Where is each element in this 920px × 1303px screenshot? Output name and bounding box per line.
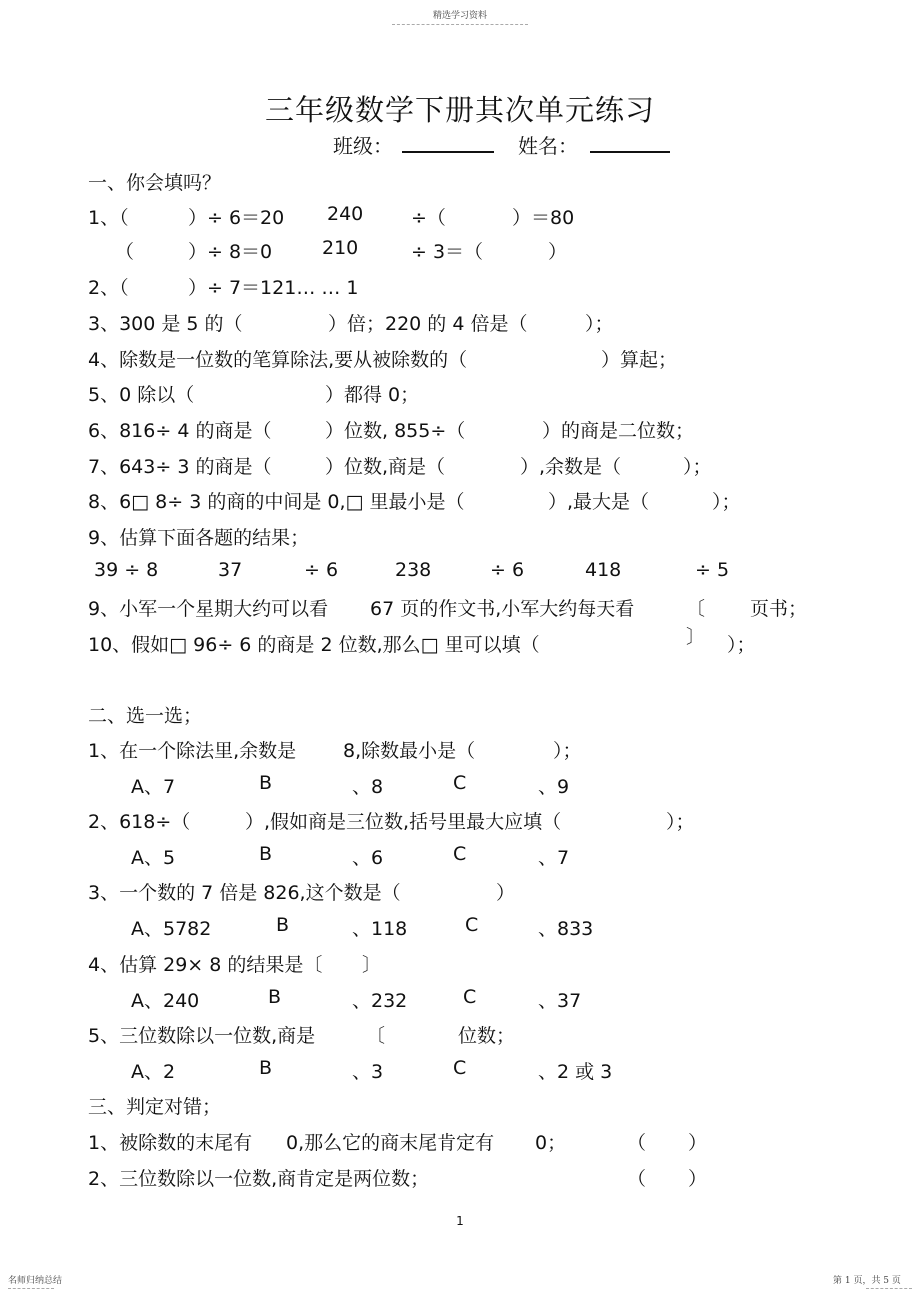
- text: ）位数,商是（: [325, 456, 446, 478]
- text: 位数；: [458, 1025, 516, 1047]
- name-label: 姓名：: [518, 134, 578, 158]
- text: 4、除数是一位数的笔算除法,要从被除数的（: [88, 349, 468, 371]
- page-number: 1: [456, 1214, 464, 1228]
- text: 2、618÷（: [88, 811, 191, 833]
- text: 240: [327, 203, 364, 225]
- footer-page-count: 第 1 页，共 5 页: [833, 1276, 901, 1286]
- text: ）；: [683, 456, 712, 478]
- text: ）÷ 7＝121… … 1: [188, 277, 359, 299]
- text: 8、6□ 8÷ 3 的商的中间是 0,□ 里最小是（: [88, 491, 465, 513]
- text: 10、假如□ 96÷ 6 的商是 2 位数,那么□ 里可以填（: [88, 634, 540, 656]
- option-c[interactable]: 、2 或 3: [538, 1061, 613, 1083]
- text: ÷（: [411, 207, 446, 229]
- option-b[interactable]: 、8: [352, 776, 384, 798]
- text: 210: [322, 237, 359, 259]
- option-c-letter[interactable]: C: [453, 843, 467, 865]
- text: 2、（: [88, 277, 129, 299]
- text: 0；: [535, 1132, 567, 1154]
- text: ）,最大是（: [548, 491, 650, 513]
- text: ）；: [727, 634, 756, 656]
- option-b[interactable]: 、118: [352, 918, 408, 940]
- option-b-letter[interactable]: B: [268, 986, 282, 1008]
- text: 418: [585, 559, 622, 581]
- footer-left-divider: [8, 1288, 54, 1289]
- text: ）都得 0；: [325, 384, 420, 406]
- answer-bracket-open[interactable]: （: [627, 1168, 647, 1190]
- option-c[interactable]: 、9: [538, 776, 570, 798]
- option-a[interactable]: A、5782: [131, 918, 212, 940]
- text: 〕: [686, 626, 706, 648]
- text: ）÷ 6＝20: [188, 207, 285, 229]
- text: ）；: [712, 491, 741, 513]
- text: 9、小军一个星期大约可以看: [88, 598, 329, 620]
- text: ）算起；: [601, 349, 678, 371]
- text: ÷ 5: [695, 559, 730, 581]
- option-b-letter[interactable]: B: [259, 772, 273, 794]
- text: ）＝80: [512, 207, 575, 229]
- text: ）÷ 8＝0: [188, 241, 273, 263]
- text: ）,假如商是三位数,括号里最大应填（: [245, 811, 562, 833]
- answer-bracket-close[interactable]: ）: [688, 1168, 708, 1190]
- text: ）的商是二位数；: [542, 420, 695, 442]
- page-title: 三年级数学下册其次单元练习: [264, 93, 655, 127]
- name-blank[interactable]: [590, 151, 670, 153]
- text: 2、三位数除以一位数,商肯定是两位数；: [88, 1168, 430, 1190]
- text: ÷ 6: [304, 559, 339, 581]
- text: 5、0 除以（: [88, 384, 195, 406]
- option-c-letter[interactable]: C: [465, 914, 479, 936]
- text: ）,余数是（: [520, 456, 622, 478]
- text: 〕: [362, 954, 382, 976]
- option-a[interactable]: A、240: [131, 990, 200, 1012]
- option-b-letter[interactable]: B: [276, 914, 290, 936]
- text: 6、816÷ 4 的商是（: [88, 420, 272, 442]
- text: ）；: [666, 811, 695, 833]
- text: 37: [218, 559, 243, 581]
- text: ）；: [553, 740, 582, 762]
- answer-bracket-open[interactable]: （: [627, 1132, 647, 1154]
- text: 1、被除数的末尾有: [88, 1132, 253, 1154]
- answer-bracket-close[interactable]: ）: [688, 1132, 708, 1154]
- option-c-letter[interactable]: C: [453, 772, 467, 794]
- text: ÷ 3＝（: [411, 241, 484, 263]
- text: 〔: [686, 598, 706, 620]
- option-b-letter[interactable]: B: [259, 1057, 273, 1079]
- text: 5、三位数除以一位数,商是: [88, 1025, 316, 1047]
- text: 238: [395, 559, 432, 581]
- text: 39 ÷ 8: [94, 559, 159, 581]
- text: ）: [496, 882, 516, 904]
- option-c-letter[interactable]: C: [453, 1057, 467, 1079]
- option-c[interactable]: 、833: [538, 918, 594, 940]
- text: 1、（: [88, 207, 129, 229]
- option-a[interactable]: A、7: [131, 776, 176, 798]
- header-label: 精选学习资料: [432, 11, 487, 21]
- question-1-9: 9、估算下面各题的结果；: [88, 527, 310, 549]
- text: 7、643÷ 3 的商是（: [88, 456, 272, 478]
- option-c-letter[interactable]: C: [463, 986, 477, 1008]
- text: 3、300 是 5 的（: [88, 313, 243, 335]
- option-b-letter[interactable]: B: [259, 843, 273, 865]
- text: 页书；: [750, 598, 808, 620]
- header-divider: [392, 24, 528, 25]
- class-blank[interactable]: [402, 151, 494, 153]
- option-a[interactable]: A、5: [131, 847, 176, 869]
- option-c[interactable]: 、7: [538, 847, 570, 869]
- text: （: [115, 241, 135, 263]
- option-b[interactable]: 、6: [352, 847, 384, 869]
- text: 4、估算 29× 8 的结果是〔: [88, 954, 323, 976]
- option-b[interactable]: 、3: [352, 1061, 384, 1083]
- text: 8,除数最小是（: [343, 740, 476, 762]
- text: ）；: [585, 313, 614, 335]
- text: 67 页的作文书,小军大约每天看: [370, 598, 635, 620]
- section-2-heading: 二、选一选；: [88, 705, 203, 727]
- text: 1、在一个除法里,余数是: [88, 740, 297, 762]
- section-3-heading: 三、判定对错；: [88, 1096, 222, 1118]
- footer-right-divider: [866, 1288, 912, 1289]
- footer-left-label: 名师归纳总结: [8, 1276, 63, 1286]
- option-b[interactable]: 、232: [352, 990, 408, 1012]
- section-1-heading: 一、你会填吗？: [88, 172, 222, 194]
- text: 0,那么它的商末尾肯定有: [286, 1132, 495, 1154]
- text: ）位数, 855÷（: [325, 420, 466, 442]
- text: ）: [548, 241, 568, 263]
- text: ÷ 6: [490, 559, 525, 581]
- text: 3、一个数的 7 倍是 826,这个数是（: [88, 882, 401, 904]
- text: 〔: [366, 1025, 386, 1047]
- option-c[interactable]: 、37: [538, 990, 582, 1012]
- class-label: 班级：: [333, 134, 393, 158]
- option-a[interactable]: A、2: [131, 1061, 176, 1083]
- text: ）倍；220 的 4 倍是（: [328, 313, 528, 335]
